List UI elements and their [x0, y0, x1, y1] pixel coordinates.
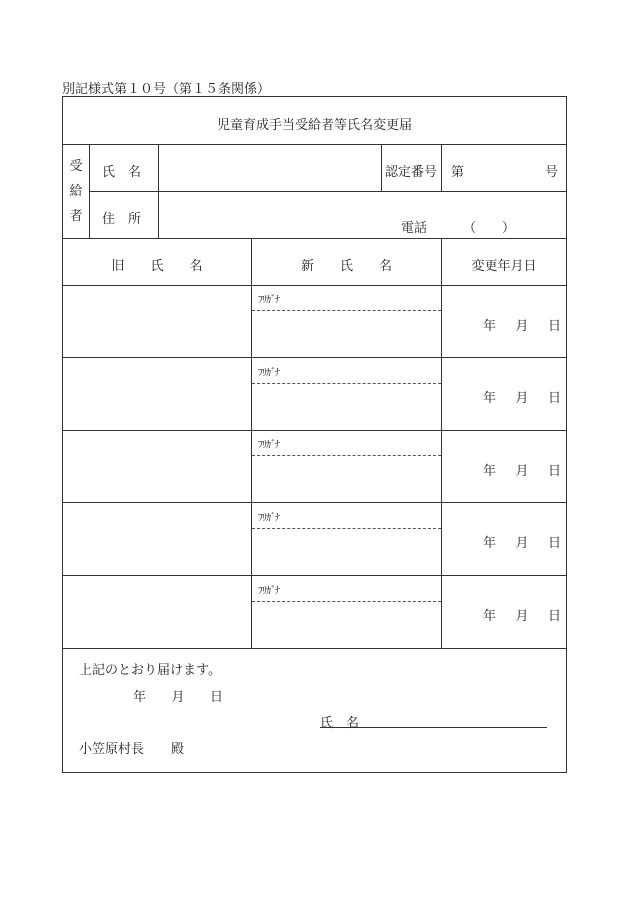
- change-date-row-5: 年 月 日: [483, 609, 561, 624]
- recipient-name-label: 氏 名: [102, 165, 142, 180]
- form-number-label: 別記様式第１０号（第１５条関係）: [62, 82, 271, 97]
- recipient-address-label: 住 所: [102, 212, 142, 227]
- honorific: 殿: [171, 742, 185, 757]
- signer-name-label: 氏 名: [320, 716, 360, 731]
- old-name-header: 旧 氏 名: [111, 259, 203, 274]
- form-title: 児童育成手当受給者等氏名変更届: [216, 118, 412, 133]
- new-name-header: 新 氏 名: [300, 259, 392, 274]
- phone-parentheses: （ ）: [463, 221, 516, 236]
- furigana-label: ﾌﾘｶﾞﾅ: [258, 368, 279, 379]
- furigana-label: ﾌﾘｶﾞﾅ: [258, 586, 279, 597]
- change-date-row-4: 年 月 日: [483, 536, 561, 551]
- furigana-label: ﾌﾘｶﾞﾅ: [258, 440, 279, 451]
- phone-label: 電話: [401, 221, 428, 236]
- submission-date: 年 月 日: [133, 690, 223, 705]
- signer-name-line: [320, 727, 547, 728]
- recipient-label: 受 給 者: [69, 159, 83, 224]
- change-date-header: 変更年月日: [471, 259, 537, 274]
- declaration-statement: 上記のとおり届けます。: [79, 663, 221, 678]
- change-date-row-1: 年 月 日: [483, 319, 561, 334]
- certification-number-suffix: 号: [545, 165, 559, 180]
- certification-number-label: 認定番号: [385, 165, 438, 180]
- certification-number-prefix: 第: [451, 165, 465, 180]
- recipient-name-field[interactable]: [159, 145, 380, 191]
- furigana-label: ﾌﾘｶﾞﾅ: [258, 513, 279, 524]
- addressee: 小笠原村長: [79, 742, 145, 757]
- change-date-row-2: 年 月 日: [483, 391, 561, 406]
- form-table: [62, 96, 567, 773]
- furigana-label: ﾌﾘｶﾞﾅ: [258, 295, 279, 306]
- change-date-row-3: 年 月 日: [483, 464, 561, 479]
